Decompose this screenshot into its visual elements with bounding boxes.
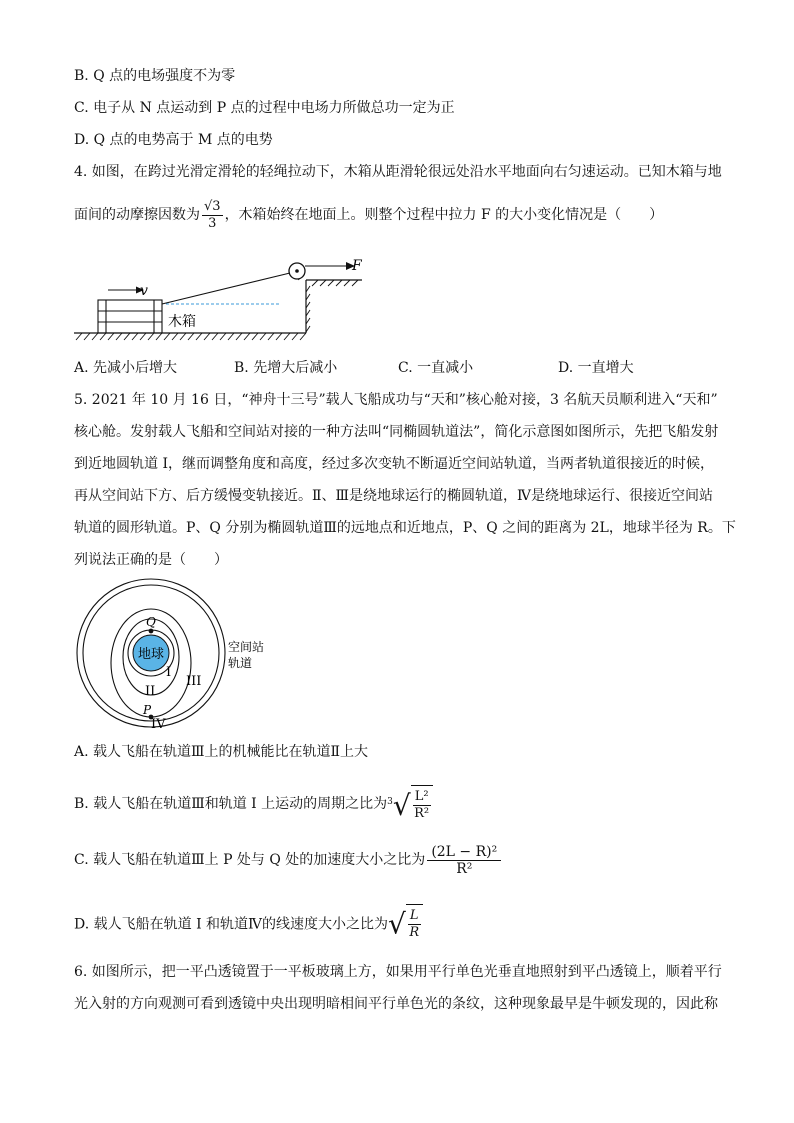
point-q-label: Q — [146, 615, 156, 629]
option-b-numerator: L² — [414, 789, 429, 805]
station-label-line1: 空间站 — [228, 640, 265, 654]
option-c-numerator: (2L − R)² — [427, 844, 501, 861]
option-b-denominator: R² — [414, 806, 430, 822]
q5-option-d-text: D. 载人飞船在轨道 I 和轨道Ⅳ的线速度大小之比为 — [74, 916, 389, 933]
q5-option-c-text: C. 载人飞船在轨道Ⅲ上 P 处与 Q 处的加速度大小之比为 — [74, 852, 426, 868]
option-d-numerator: L — [409, 908, 419, 923]
q5-stem-line5: 轨道的圆形轨道。P、Q 分别为椭圆轨道Ⅲ的远地点和近地点，P、Q 之间的距离为 2L，地球半径为 R。下 — [74, 520, 736, 536]
ground-hatching — [76, 333, 306, 340]
friction-coefficient-fraction — [202, 199, 223, 232]
force-label: F — [352, 258, 362, 274]
rope-line — [162, 273, 290, 304]
box-label: 木箱 — [168, 314, 196, 330]
wooden-box-icon — [98, 300, 162, 333]
orbit-iv-label: IV — [151, 717, 166, 732]
q3-option-c: C. 电子从 N 点运动到 P 点的过程中电场力所做总功一定为正 — [74, 100, 455, 116]
orbit-ii-label: II — [145, 684, 156, 699]
radical-sign-icon: √ — [388, 907, 406, 941]
step-top-hatching — [312, 280, 358, 286]
cube-root-expression — [387, 782, 432, 826]
velocity-label: v — [140, 283, 148, 299]
q5-option-b — [74, 782, 433, 826]
q4-stem-after: ，木箱始终在地面上。则整个过程中拉力 F 的大小变化情况是（ ） — [224, 207, 664, 223]
acceleration-ratio-fraction — [427, 844, 501, 877]
q4-option-d: D. 一直增大 — [558, 360, 634, 376]
q5-option-d — [74, 904, 423, 945]
q5-stem-line3: 到近地圆轨道 I，继而调整角度和高度，经过多次变轨不断逼近空间站轨道，当两者轨道很接近的时候， — [74, 456, 714, 472]
q5-stem-line6: 列说法正确的是（ ） — [74, 552, 228, 568]
q4-option-c: C. 一直减小 — [398, 360, 474, 376]
orbit-iii-label: III — [186, 674, 202, 689]
q6-stem-line2: 光入射的方向观测可看到透镜中央出现明暗相间平行单色光的条纹，这种现象最早是牛顿发现的，因此称 — [74, 996, 718, 1012]
q4-option-a: A. 先减小后增大 — [74, 360, 178, 376]
pulley-box-figure — [74, 252, 384, 344]
q4-stem-line1: 4. 如图，在跨过光滑定滑轮的轻绳拉动下，木箱从距滑轮很远处沿水平地面向右匀速运动。已知木箱与地 — [74, 164, 722, 180]
fraction-denominator: 3 — [208, 215, 217, 231]
option-c-denominator: R² — [456, 860, 473, 877]
wall-hatching — [306, 286, 310, 332]
q4-option-b: B. 先增大后减小 — [234, 360, 338, 376]
q5-stem-line1: 5. 2021 年 10 月 16 日，“神舟十三号”载人飞船成功与“天和”核心舱对接，3 名航天员顺利进入“天和” — [74, 392, 718, 408]
q5-option-c — [74, 840, 503, 880]
q4-stem-before: 面间的动摩擦因数为 — [74, 207, 200, 223]
radical-sign-icon: √ — [392, 788, 411, 822]
q4-stem-line2 — [74, 198, 663, 232]
point-p-label: P — [143, 703, 152, 717]
orbit-i-label: I — [166, 665, 172, 680]
square-root-expression — [388, 904, 422, 945]
q5-option-a: A. 载人飞船在轨道Ⅲ上的机械能比在轨道Ⅱ上大 — [74, 744, 369, 760]
point-q-marker — [149, 629, 154, 634]
station-label-line2: 轨道 — [228, 656, 253, 670]
q3-option-b: B. Q 点的电场强度不为零 — [74, 68, 236, 84]
fraction-numerator: √3 — [204, 198, 221, 214]
q5-stem-line4: 再从空间站下方、后方缓慢变轨接近。Ⅱ、Ⅲ是绕地球运行的椭圆轨道，Ⅳ是绕地球运行、很接近空间站 — [74, 488, 714, 504]
q3-option-d: D. Q 点的电势高于 M 点的电势 — [74, 132, 273, 148]
option-d-denominator: R — [409, 925, 420, 940]
q5-option-b-text: B. 载人飞船在轨道Ⅲ和轨道 I 上运动的周期之比为 — [74, 796, 388, 813]
orbit-diagram — [70, 578, 290, 738]
root-index: 3 — [387, 797, 393, 807]
q5-stem-line2: 核心舱。发射载人飞船和空间站对接的一种方法叫“同椭圆轨道法”，简化示意图如图所示，先把飞船发射 — [74, 424, 719, 440]
q6-stem-line1: 6. 如图所示，把一平凸透镜置于一平板玻璃上方，如果用平行单色光垂直地照射到平凸透镜上，顺着平行 — [74, 964, 722, 980]
earth-label: 地球 — [137, 647, 165, 662]
